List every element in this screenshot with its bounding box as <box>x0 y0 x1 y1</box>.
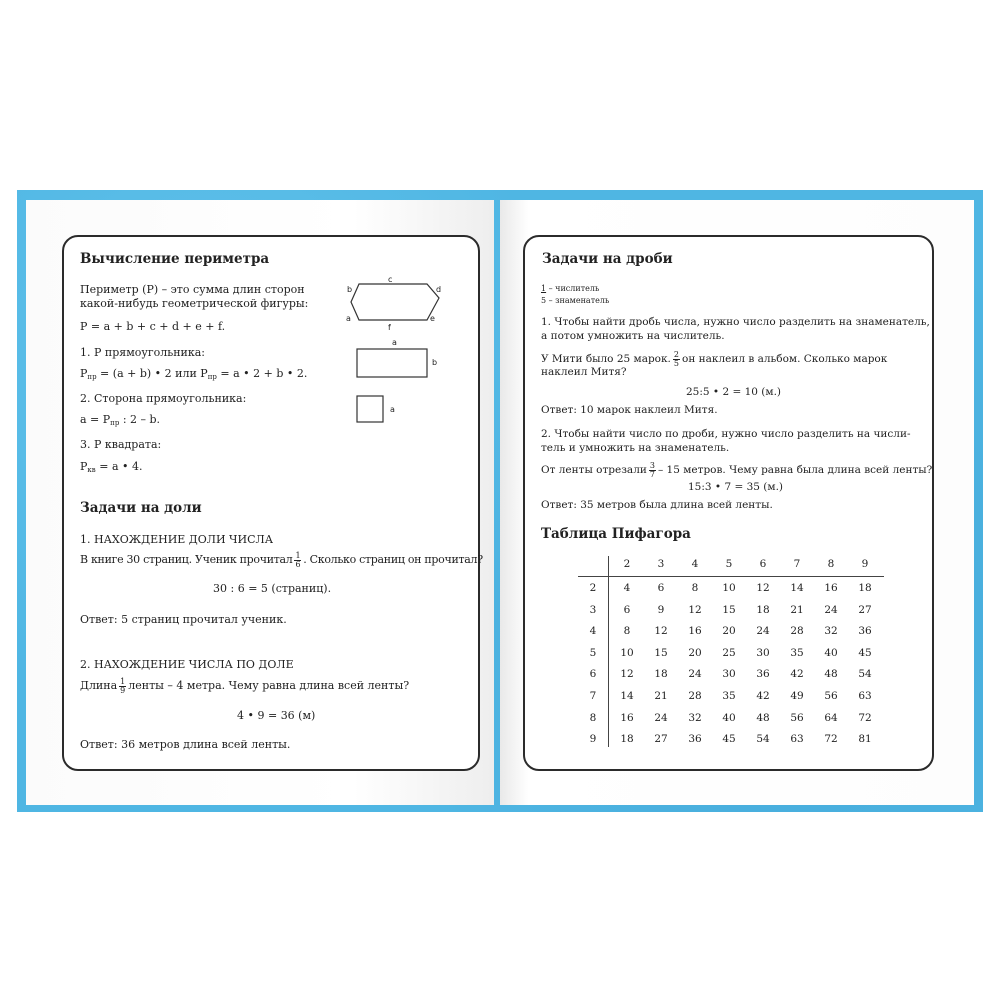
table-cell: 12 <box>756 582 770 594</box>
table-col-header: 2 <box>623 558 631 570</box>
perimeter-definition-line2: какой-нибудь геометрической фигуры: <box>80 297 309 310</box>
table-cell: 32 <box>824 625 838 638</box>
hexagon-label-a: a <box>346 314 351 323</box>
share1-calculation: 30 : 6 = 5 (страниц). <box>213 582 332 595</box>
table-row-header-rule <box>608 556 609 747</box>
table-cell: 28 <box>790 625 804 638</box>
table-cell: 24 <box>756 625 770 638</box>
task1-problem-line2: наклеил Митя? <box>541 366 627 378</box>
table-row-header: 4 <box>589 625 597 638</box>
table-cell: 36 <box>756 668 770 681</box>
table-cell: 6 <box>623 603 631 616</box>
share2-problem: Длина $\frac{1}{9}$ ленты – 4 метра. Чему равна длина всей ленты? <box>80 677 410 695</box>
share2-answer: Ответ: 36 метров длина всей ленты. <box>80 738 291 751</box>
share1-answer: Ответ: 5 страниц прочитал ученик. <box>80 613 287 626</box>
table-cell: 15 <box>654 646 668 659</box>
rectangle-label-b: b <box>432 358 438 367</box>
table-cell: 27 <box>654 733 668 746</box>
table-cell: 27 <box>858 603 872 616</box>
table-cell: 36 <box>688 733 702 746</box>
table-cell: 18 <box>858 582 872 594</box>
table-cell: 8 <box>623 625 631 638</box>
table-cell: 63 <box>858 690 872 702</box>
table-col-header: 8 <box>827 558 835 570</box>
rectangle-side-formula: $a = Р_{пр}$ : 2 – b. <box>80 413 161 427</box>
table-cell: 40 <box>722 711 736 724</box>
table-cell: 15 <box>722 603 736 616</box>
hexagon-label-c: c <box>388 275 393 284</box>
table-cell: 24 <box>824 603 838 616</box>
table-cell: 35 <box>722 690 736 702</box>
table-cell: 72 <box>824 733 838 746</box>
rule2-line1: 2. Чтобы найти число по дроби, нужно число разделить на числи- <box>541 428 911 440</box>
table-cell: 28 <box>688 690 702 702</box>
table-cell: 21 <box>654 690 668 702</box>
table-cell: 14 <box>790 582 804 594</box>
table-cell: 64 <box>824 711 838 724</box>
table-row-header: 3 <box>589 603 597 616</box>
table-cell: 54 <box>858 668 872 681</box>
table-cell: 16 <box>688 625 702 638</box>
table-cell: 18 <box>620 733 634 746</box>
table-cell: 30 <box>756 646 770 659</box>
square-figure <box>356 395 386 425</box>
legend-denominator: 5 – знаменатель <box>541 296 610 305</box>
table-cell: 48 <box>756 711 770 724</box>
table-col-header: 7 <box>793 558 801 570</box>
square-label-a: a <box>390 405 395 414</box>
share1-heading: 1. НАХОЖДЕНИЕ ДОЛИ ЧИСЛА <box>80 533 274 546</box>
task2-fraction: $\frac{3}{7}$ <box>649 461 655 479</box>
shares-title: Задачи на доли <box>80 500 202 516</box>
table-cell: 16 <box>620 711 634 724</box>
rectangle-label-a: a <box>392 338 397 347</box>
share2-calculation: 4 • 9 = 36 (м) <box>237 709 316 722</box>
square-perimeter-heading: 3. Р квадрата: <box>80 438 162 451</box>
hexagon-label-f: f <box>388 323 391 332</box>
table-cell: 12 <box>620 668 634 681</box>
table-cell: 4 <box>623 582 631 594</box>
rectangle-figure <box>356 348 430 380</box>
hexagon-label-e: e <box>430 314 435 323</box>
table-cell: 20 <box>688 646 702 659</box>
perimeter-definition-line1: Периметр (Р) – это сумма длин сторон <box>80 283 305 296</box>
rule1-line1: 1. Чтобы найти дробь числа, нужно число разделить на знаменатель, <box>541 316 930 328</box>
table-cell: 8 <box>691 582 699 594</box>
table-cell: 36 <box>858 625 872 638</box>
share2-fraction: $\frac{1}{9}$ <box>120 677 126 695</box>
rectangle-perimeter-heading: 1. Р прямоугольника: <box>80 346 206 359</box>
table-cell: 10 <box>722 582 736 594</box>
table-cell: 56 <box>824 690 838 702</box>
task1-calculation: 25:5 • 2 = 10 (м.) <box>686 386 781 398</box>
table-row-header: 7 <box>589 690 597 702</box>
hexagon-label-b: b <box>347 285 353 294</box>
task2-answer: Ответ: 35 метров была длина всей ленты. <box>541 499 773 511</box>
table-cell: 10 <box>620 646 634 659</box>
table-cell: 12 <box>688 603 702 616</box>
table-cell: 54 <box>756 733 770 746</box>
table-cell: 30 <box>722 668 736 681</box>
table-row-header: 8 <box>589 711 597 724</box>
table-cell: 16 <box>824 582 838 594</box>
table-col-header: 3 <box>657 558 665 570</box>
table-cell: 49 <box>790 690 804 702</box>
hexagon-label-d: d <box>436 285 442 294</box>
task2-problem: От ленты отрезали $\frac{3}{7}$ – 15 метров. Чему равна была длина всей ленты? <box>541 461 933 479</box>
perimeter-sum-formula: Р = a + b + c + d + e + f. <box>80 320 226 333</box>
task1-fraction: $\frac{2}{5}$ <box>673 350 679 368</box>
table-cell: 24 <box>654 711 668 724</box>
table-cell: 25 <box>722 646 736 659</box>
share1-fraction: $\frac{1}{6}$ <box>295 551 301 569</box>
task1-answer: Ответ: 10 марок наклеил Митя. <box>541 404 718 416</box>
table-cell: 48 <box>824 668 838 681</box>
table-cell: 56 <box>790 711 804 724</box>
table-row-header: 6 <box>589 668 597 681</box>
table-cell: 14 <box>620 690 634 702</box>
table-cell: 20 <box>722 625 736 638</box>
task1-problem-line1: У Мити было 25 марок. $\frac{2}{5}$ он наклеил в альбом. Сколько марок <box>541 350 888 368</box>
table-cell: 45 <box>858 646 872 659</box>
table-cell: 35 <box>790 646 804 659</box>
table-cell: 63 <box>790 733 804 746</box>
square-perimeter-formula: $Р_{кв} = a$ • 4. <box>80 460 143 474</box>
table-cell: 21 <box>790 603 804 616</box>
table-row-header: 9 <box>589 733 597 746</box>
table-cell: 40 <box>824 646 838 659</box>
table-cell: 72 <box>858 711 872 724</box>
table-cell: 18 <box>654 668 668 681</box>
share1-problem: В книге 30 страниц. Ученик прочитал $\frac{1}{6}$ . Сколько страниц он прочитал? <box>80 551 483 569</box>
share2-heading: 2. НАХОЖДЕНИЕ ЧИСЛА ПО ДОЛЕ <box>80 658 294 671</box>
table-cell: 42 <box>756 690 770 702</box>
rule1-line2: а потом умножить на числитель. <box>541 330 725 342</box>
table-col-header: 9 <box>861 558 869 570</box>
table-cell: 18 <box>756 603 770 616</box>
table-cell: 6 <box>657 582 665 594</box>
table-cell: 9 <box>657 603 665 616</box>
fractions-title: Задачи на дроби <box>542 251 673 267</box>
rule2-line2: тель и умножить на знаменатель. <box>541 442 730 454</box>
pythagoras-table-title: Таблица Пифагора <box>541 526 691 542</box>
table-row-header: 5 <box>589 646 597 659</box>
table-cell: 24 <box>688 668 702 681</box>
hexagon-figure <box>345 274 445 332</box>
rectangle-perimeter-formula: $Р_{пр} = (a + b)$ • 2 или $Р_{пр} = a$ • 2 + b • 2. <box>80 367 308 381</box>
task2-calculation: 15:3 • 7 = 35 (м.) <box>688 481 783 493</box>
perimeter-title: Вычисление периметра <box>80 251 270 267</box>
table-cell: 81 <box>858 733 872 746</box>
table-cell: 45 <box>722 733 736 746</box>
table-cell: 32 <box>688 711 702 724</box>
table-col-header: 4 <box>691 558 699 570</box>
table-col-header: 5 <box>725 558 733 570</box>
pythagoras-table <box>578 556 884 751</box>
table-cell: 12 <box>654 625 668 638</box>
legend-numerator: 1 – числитель <box>541 284 600 293</box>
table-cell: 42 <box>790 668 804 681</box>
table-header-rule <box>578 576 884 577</box>
table-col-header: 6 <box>759 558 767 570</box>
table-row-header: 2 <box>589 582 597 594</box>
rectangle-side-heading: 2. Сторона прямоугольника: <box>80 392 247 405</box>
